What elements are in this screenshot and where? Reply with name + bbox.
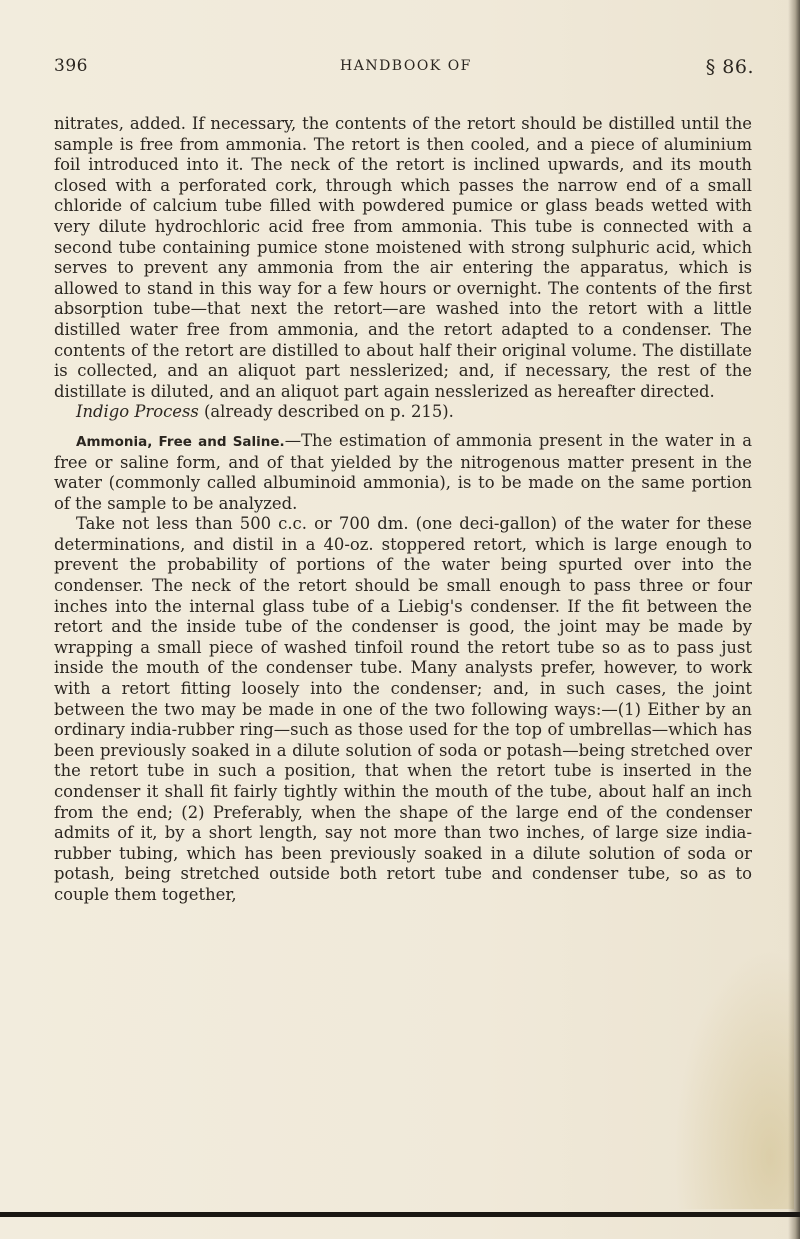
section-reference: § 86. bbox=[705, 56, 754, 78]
running-title: HANDBOOK OF bbox=[340, 58, 472, 74]
page-number: 396 bbox=[54, 56, 88, 76]
paragraph-nitrates: nitrates, added. If necessary, the contents of the retort should be distilled until the sample is free from ammonia. The retort is then cooled, and a piece of aluminium foil introduced into it. The neck of the retort is inclined upwards, and its mouth closed with a perforated cork, through which passes the narrow end of a small chloride of calcium tube filled with powdered pumice or glass beads wetted with very dilute hydrochloric acid free from ammonia. This tube is connected with a second tube containing pumice stone moistened with strong sulphuric acid, which serves to prevent any ammonia from the air entering the apparatus, which is allowed to stand in this way for a few hours or overnight. The contents of the first absorption tube—that next the retort—are washed into the retort with a little distilled water free from ammonia, and the retort adapted to a condenser. The contents of the retort are distilled to about half their original volume. The distillate is collected, and an aliquot part nesslerized; and, if necessary, the rest of the distillate is diluted, and an aliquot part again nesslerized as hereafter directed. bbox=[54, 114, 752, 401]
paragraph-ammonia bbox=[54, 431, 752, 514]
indigo-process-title: Indigo Process bbox=[76, 402, 199, 422]
page-header bbox=[54, 56, 754, 86]
ammonia-text: —The estimation of ammonia present in the water in a free or saline form, and of that yielded by the nitrogenous matter present in the water (commonly called albuminoid ammonia), is to be made on the same portion of the sample to be analyzed. bbox=[54, 430, 752, 513]
paragraph-distillation: Take not less than 500 c.c. or 700 dm. (one deci-gallon) of the water for these determinations, and distil in a 40-oz. stoppered retort, which is large enough to prevent the probability of portions of the water being spurted over into the condenser. The neck of the retort should be small enough to pass three or four inches into the internal glass tube of a Liebig's condenser. If the fit between the retort and the inside tube of the condenser is good, the joint may be made by wrapping a small piece of washed tinfoil round the retort tube so as to pass just inside the mouth of the condenser tube. Many analysts prefer, however, to work with a retort fitting loosely into the condenser; and, in such cases, the joint between the two may be made in one of the two following ways:—(1) Either by an ordinary india-rubber ring—such as those used for the top of umbrellas—which has been previously soaked in a dilute solution of soda or potash—being stretched over the retort tube in such a position, that when the retort tube is inserted in the condenser it shall fit fairly tightly within the mouth of the tube, about half an inch from the end; (2) Preferably, when the shape of the large end of the condenser admits of it, by a short length, say not more than two inches, of large size india-rubber tubing, which has been previously soaked in a dilute solution of soda or potash, being stretched outside both retort tube and condenser tube, so as to couple them together, bbox=[54, 514, 752, 904]
spacer bbox=[54, 423, 752, 431]
bottom-edge bbox=[0, 1212, 800, 1217]
page-body bbox=[54, 114, 752, 906]
indigo-process-text: (already described on p. 215). bbox=[198, 402, 454, 422]
paper-stain bbox=[674, 949, 794, 1209]
paragraph-indigo bbox=[54, 402, 752, 423]
page-edge-shadow bbox=[788, 0, 800, 1239]
ammonia-heading: Ammonia, Free and Saline. bbox=[76, 433, 285, 450]
